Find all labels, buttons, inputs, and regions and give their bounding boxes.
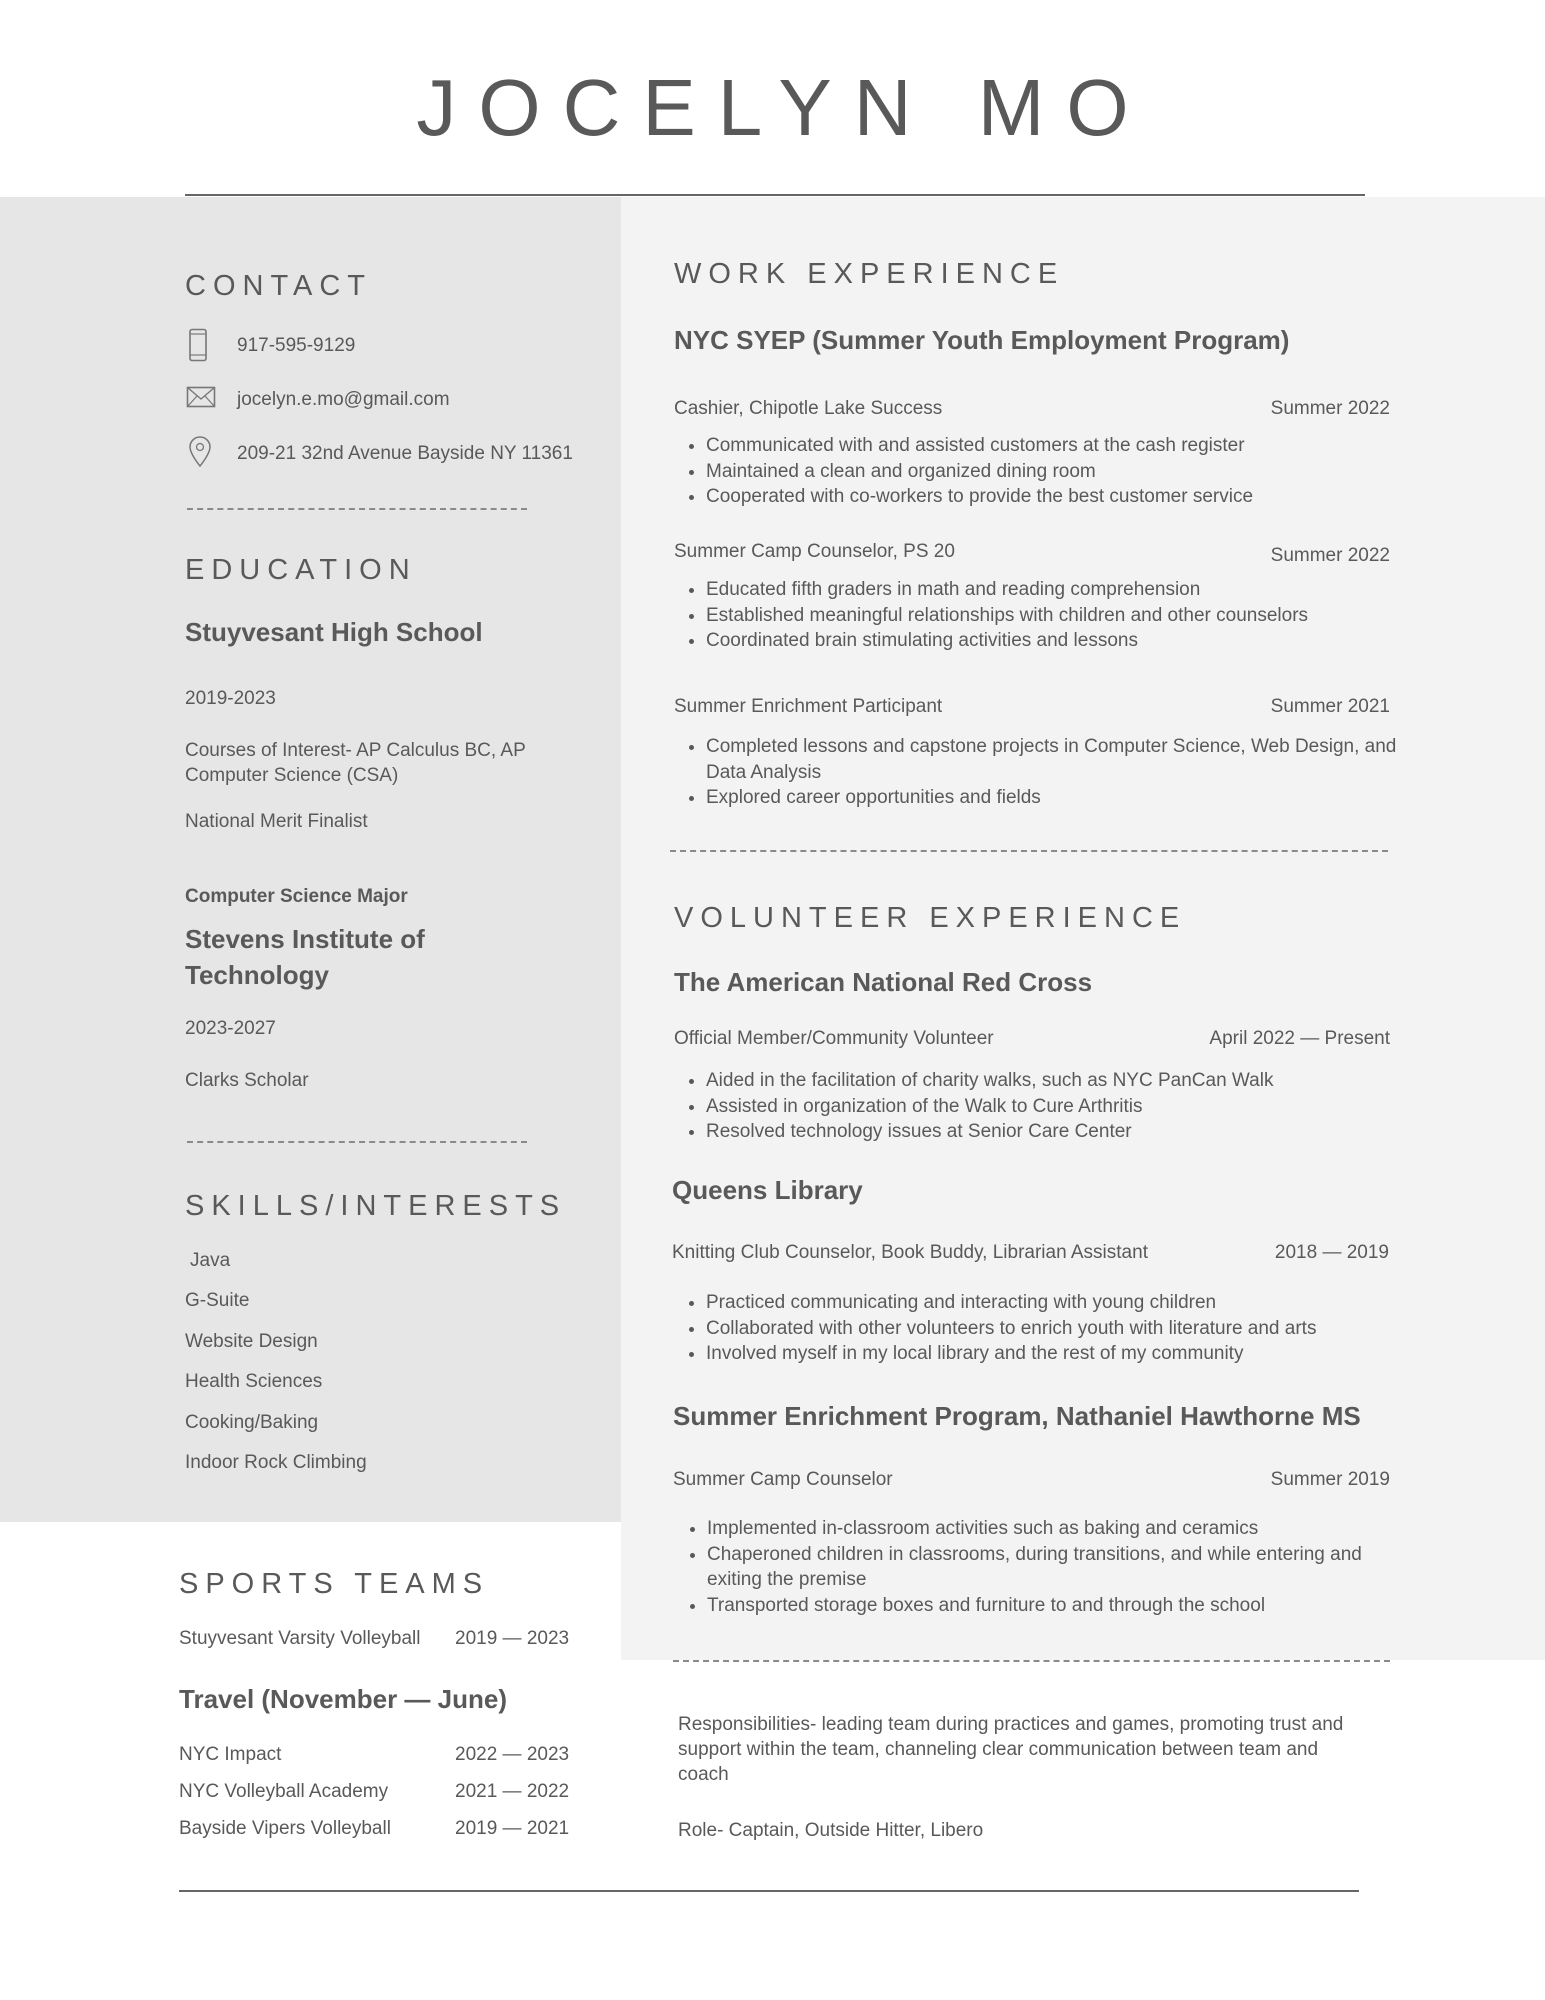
volunteer-bullet: • Chaperoned children in classrooms, during transitions, and while entering and exiting the premise	[707, 1542, 1419, 1593]
education-divider	[187, 1141, 527, 1143]
college-name-line1: Stevens Institute of	[185, 924, 425, 954]
work-heading: WORK EXPERIENCE	[674, 258, 1065, 290]
contact-address: 209-21 32nd Avenue Bayside NY 11361	[237, 443, 573, 464]
job-date: Summer 2021	[1270, 696, 1390, 717]
travel-team: NYC Impact	[179, 1744, 282, 1765]
volunteer-bullet: • Aided in the facilitation of charity walks, such as NYC PanCan Walk	[706, 1068, 1426, 1094]
job-bullet: • Established meaningful relationships with children and other counselors	[706, 603, 1426, 629]
travel-heading: Travel (November — June)	[179, 1684, 507, 1714]
volunteer-org: Summer Enrichment Program, Nathaniel Hawthorne MS	[673, 1401, 1361, 1431]
school-honor: National Merit Finalist	[185, 811, 368, 832]
skills-heading: SKILLS/INTERESTS	[185, 1190, 567, 1222]
job-bullets	[674, 734, 1426, 811]
job-bullet: • Cooperated with co-workers to provide the best customer service	[706, 484, 1426, 510]
travel-years: 2019 — 2021	[455, 1818, 570, 1839]
job-date: Summer 2022	[1270, 545, 1390, 566]
sports-heading: SPORTS TEAMS	[179, 1568, 490, 1600]
work-org: NYC SYEP (Summer Youth Employment Program)	[674, 325, 1290, 355]
skill-item: Cooking/Baking	[185, 1412, 319, 1433]
header-divider	[185, 194, 1365, 196]
job-bullet: • Coordinated brain stimulating activities and lessons	[706, 628, 1426, 654]
travel-team: NYC Volleyball Academy	[179, 1781, 389, 1802]
skill-item: Java	[190, 1250, 231, 1271]
volunteer-bullet: • Assisted in organization of the Walk to Cure Arthritis	[706, 1094, 1426, 1120]
job-title: Cashier, Chipotle Lake Success	[674, 398, 943, 419]
contact-heading: CONTACT	[185, 270, 373, 302]
volunteer-org: Queens Library	[672, 1175, 863, 1205]
volunteer-bullet: • Resolved technology issues at Senior Care Center	[706, 1119, 1426, 1145]
college-years: 2023-2027	[185, 1018, 276, 1039]
volunteer-date: 2018 — 2019	[1274, 1242, 1389, 1263]
college-name-line2: Technology	[185, 960, 329, 990]
volunteer-bullet: • Involved myself in my local library and the rest of my community	[706, 1341, 1426, 1367]
volunteer-date: Summer 2019	[1270, 1469, 1390, 1490]
varsity-team: Stuyvesant Varsity Volleyball	[179, 1628, 421, 1649]
job-bullet: • Communicated with and assisted customers at the cash register	[706, 433, 1426, 459]
college-honor: Clarks Scholar	[185, 1070, 309, 1091]
volunteer-date: April 2022 — Present	[1209, 1028, 1390, 1049]
volunteer-bullets	[674, 1068, 1426, 1145]
volunteer-role: Knitting Club Counselor, Book Buddy, Librarian Assistant	[672, 1242, 1148, 1263]
job-date: Summer 2022	[1270, 398, 1390, 419]
volunteer-divider	[673, 1660, 1390, 1662]
volunteer-role: Official Member/Community Volunteer	[674, 1028, 994, 1049]
job-bullet: • Maintained a clean and organized dining room	[706, 459, 1426, 485]
contact-email[interactable]: jocelyn.e.mo@gmail.com	[237, 389, 450, 410]
phone-icon	[188, 328, 208, 362]
contact-phone[interactable]: 917-595-9129	[237, 335, 356, 356]
volunteer-heading: VOLUNTEER EXPERIENCE	[674, 902, 1187, 934]
volunteer-bullets	[674, 1290, 1426, 1367]
volunteer-bullet: • Transported storage boxes and furniture to and through the school	[707, 1593, 1419, 1619]
travel-years: 2022 — 2023	[455, 1744, 570, 1765]
travel-team: Bayside Vipers Volleyball	[179, 1818, 391, 1839]
location-pin-icon	[188, 436, 212, 468]
skill-item: G-Suite	[185, 1290, 250, 1311]
envelope-icon	[186, 386, 216, 408]
resume-name: JOCELYN MO	[416, 63, 1151, 152]
job-bullet: • Completed lessons and capstone projects in Computer Science, Web Design, and Data Analysis	[706, 734, 1426, 785]
college-major: Computer Science Major	[185, 886, 408, 907]
volunteer-bullets	[675, 1516, 1419, 1618]
skill-item: Website Design	[185, 1331, 318, 1352]
varsity-years: 2019 — 2023	[455, 1628, 570, 1649]
skill-item: Health Sciences	[185, 1371, 323, 1392]
job-bullets	[674, 577, 1426, 654]
job-bullet: • Educated fifth graders in math and reading comprehension	[706, 577, 1426, 603]
job-bullets	[674, 433, 1426, 510]
sports-responsibilities: Responsibilities- leading team during practices and games, promoting trust and support within the team, channeling clear communication between team and coach	[678, 1714, 1344, 1785]
school-courses: Courses of Interest- AP Calculus BC, AP Computer Science (CSA)	[185, 740, 526, 786]
job-bullet: • Explored career opportunities and fields	[706, 785, 1426, 811]
volunteer-role: Summer Camp Counselor	[673, 1469, 893, 1490]
volunteer-bullet: • Practiced communicating and interacting with young children	[706, 1290, 1426, 1316]
footer-divider	[179, 1890, 1359, 1892]
volunteer-bullet: • Collaborated with other volunteers to enrich youth with literature and arts	[706, 1316, 1426, 1342]
volunteer-org: The American National Red Cross	[674, 967, 1093, 997]
skill-item: Indoor Rock Climbing	[185, 1452, 367, 1473]
job-title: Summer Camp Counselor, PS 20	[674, 541, 955, 562]
work-divider	[670, 850, 1388, 852]
volunteer-bullet: • Implemented in-classroom activities such as baking and ceramics	[707, 1516, 1419, 1542]
travel-years: 2021 — 2022	[455, 1781, 570, 1802]
sports-role: Role- Captain, Outside Hitter, Libero	[678, 1820, 984, 1841]
contact-divider	[187, 508, 527, 510]
school-name: Stuyvesant High School	[185, 617, 483, 647]
school-years: 2019-2023	[185, 688, 276, 709]
education-heading: EDUCATION	[185, 554, 417, 586]
job-title: Summer Enrichment Participant	[674, 696, 943, 717]
